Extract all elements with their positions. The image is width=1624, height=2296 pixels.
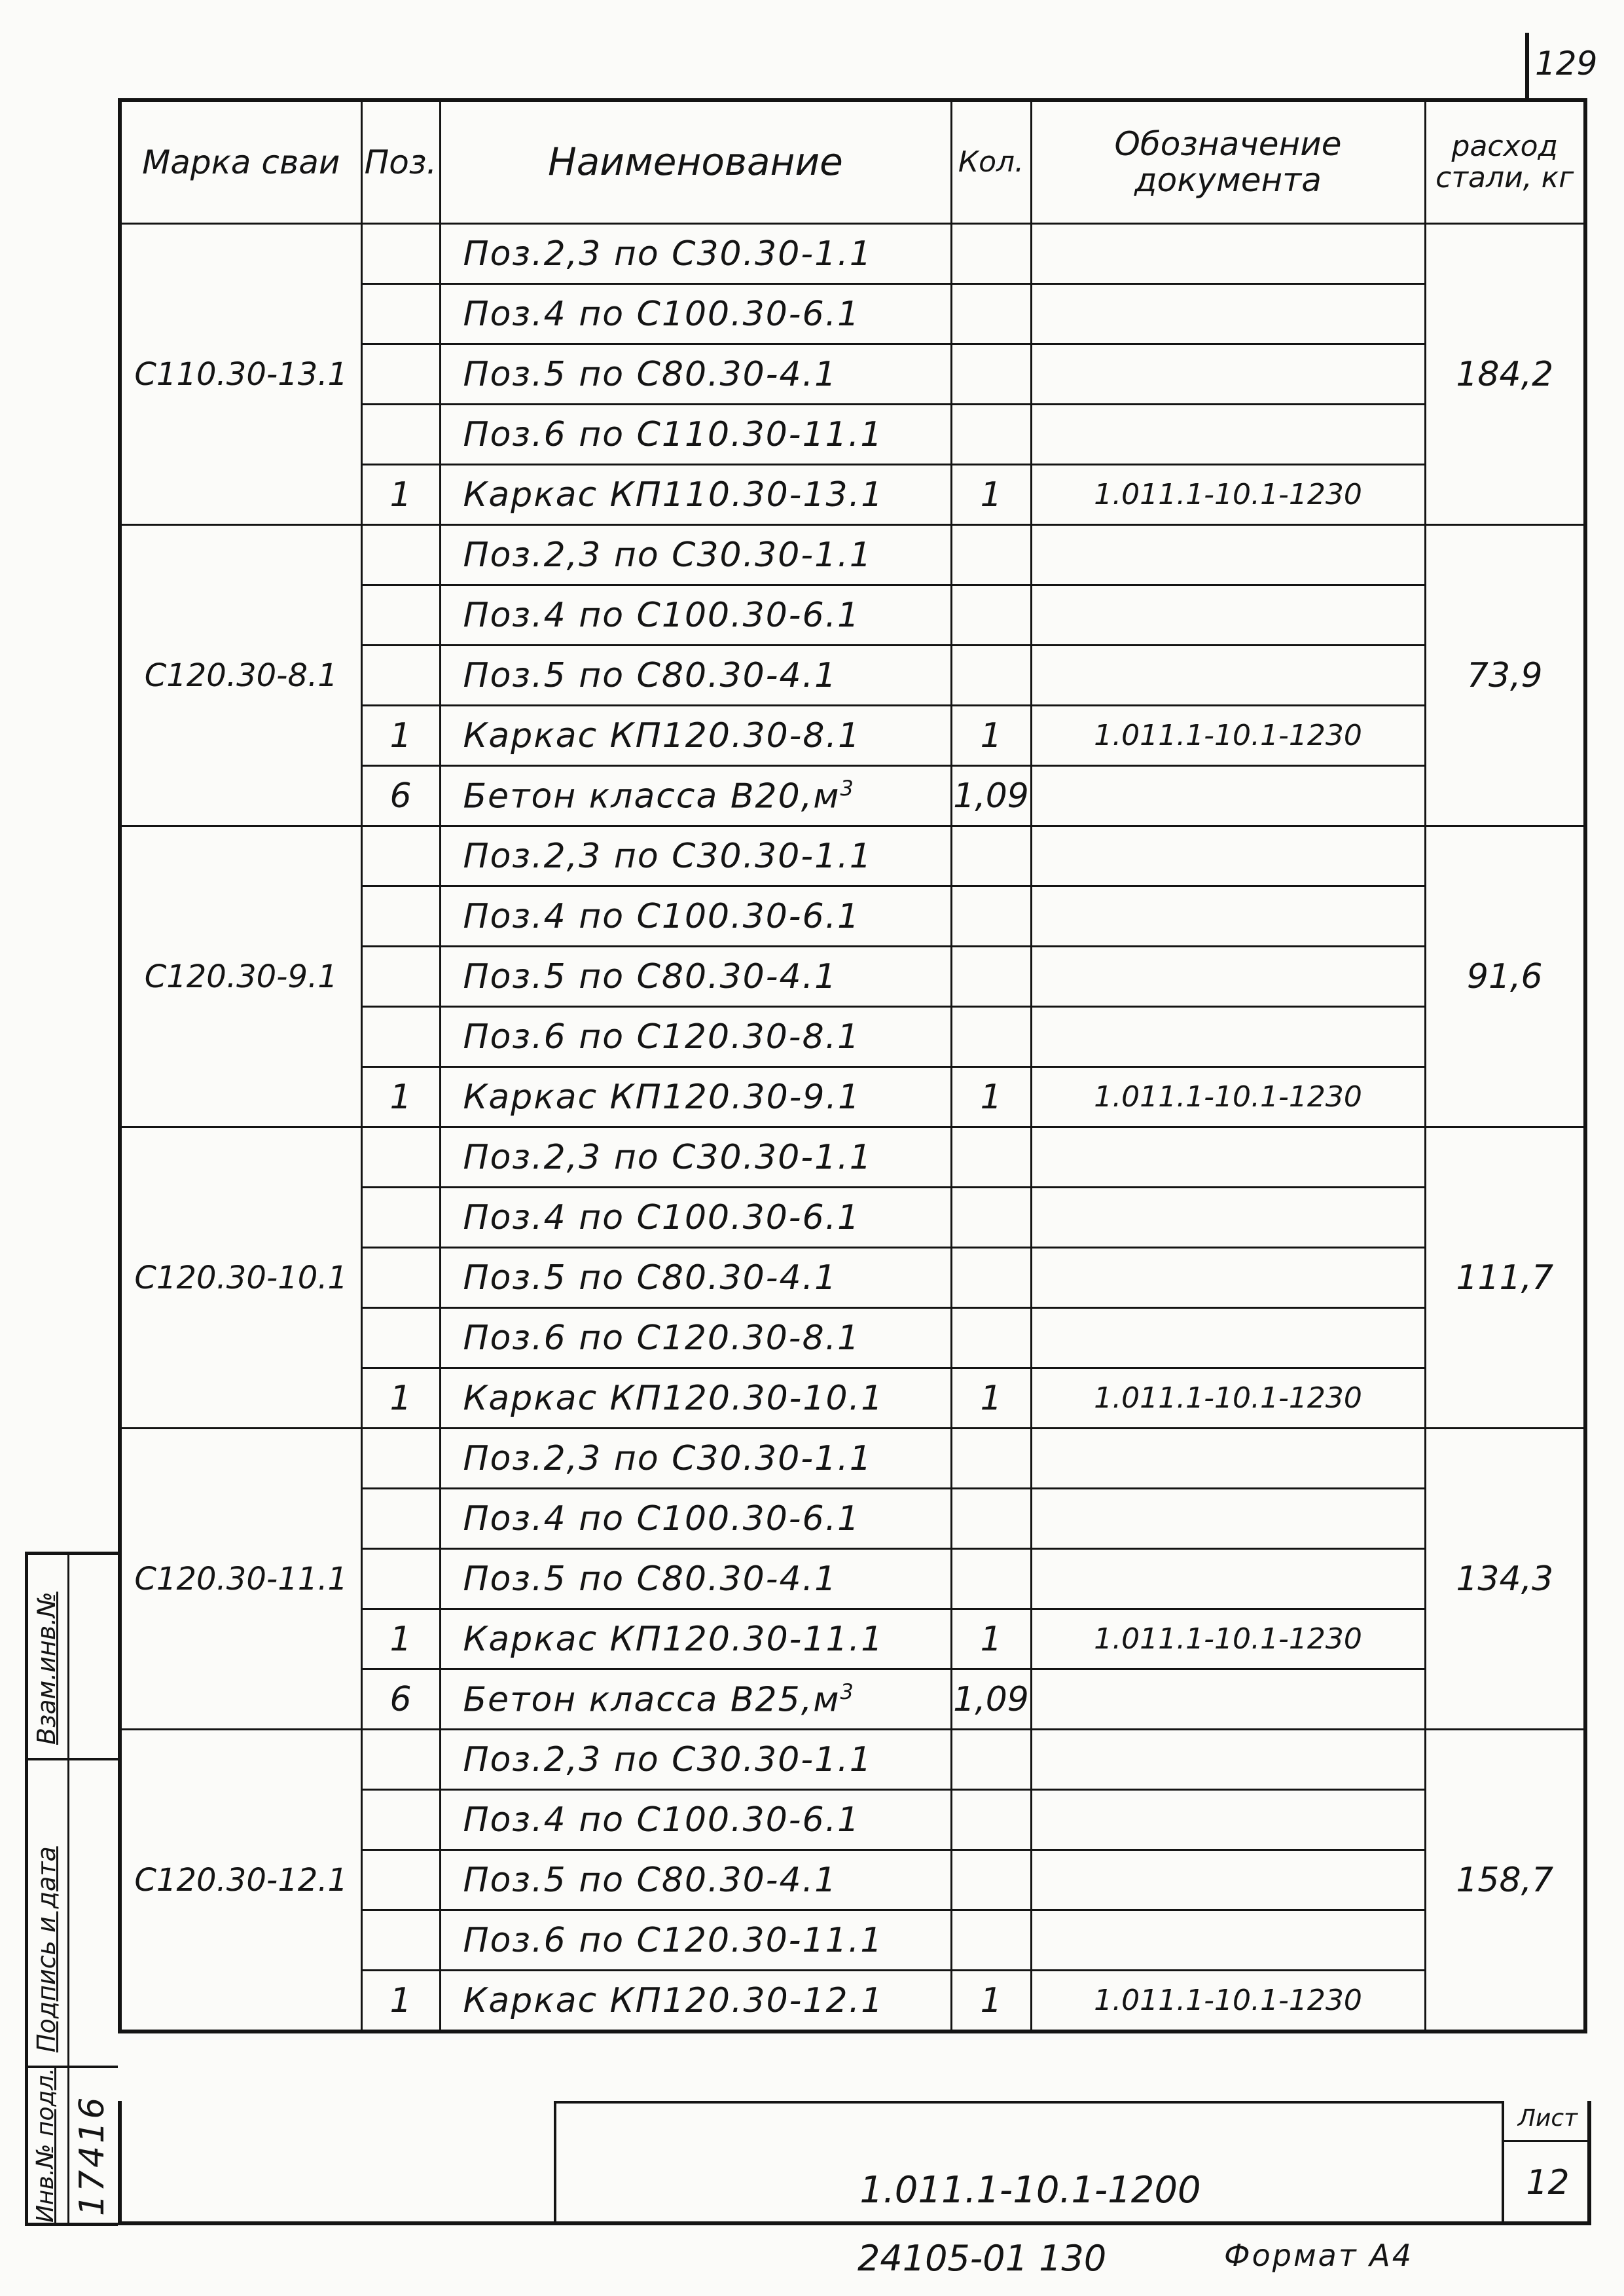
name-cell: Поз.5 по С80.30-4.1 (440, 646, 951, 706)
position-cell: 1 (361, 1368, 440, 1429)
document-cell (1031, 405, 1425, 465)
position-cell (361, 585, 440, 646)
document-cell (1031, 646, 1425, 706)
sheet-number: 12 (1526, 2163, 1570, 2202)
name-cell: Поз.5 по С80.30-4.1 (440, 1850, 951, 1910)
position-cell: 6 (361, 1669, 440, 1730)
position-cell (361, 405, 440, 465)
name-cell: Поз.6 по С120.30-8.1 (440, 1007, 951, 1067)
position-cell (361, 1790, 440, 1850)
signature-date-label: Подпись и дата (32, 1846, 61, 2052)
document-cell: 1.011.1-10.1-1230 (1031, 465, 1425, 525)
unit-exponent: 3 (840, 1679, 855, 1704)
document-cell: 1.011.1-10.1-1230 (1031, 1971, 1425, 2032)
name-cell: Поз.2,3 по С30.30-1.1 (440, 1429, 951, 1489)
document-cell (1031, 1429, 1425, 1489)
position-cell (361, 947, 440, 1007)
header-steel: расход стали, кг (1425, 100, 1585, 224)
quantity-cell: 1 (951, 465, 1031, 525)
side-stamp-strip (25, 1552, 118, 2226)
position-cell: 1 (361, 706, 440, 766)
document-cell (1031, 1489, 1425, 1549)
table-row (120, 525, 1585, 585)
document-cell (1031, 1127, 1425, 1188)
name-cell: Поз.4 по С100.30-6.1 (440, 284, 951, 344)
position-cell: 1 (361, 1971, 440, 2032)
document-cell (1031, 1549, 1425, 1609)
position-cell (361, 1188, 440, 1248)
quantity-cell (951, 1489, 1031, 1549)
quantity-cell: 1,09 (951, 1669, 1031, 1730)
name-cell: Поз.2,3 по С30.30-1.1 (440, 525, 951, 585)
document-cell (1031, 344, 1425, 405)
position-cell (361, 1007, 440, 1067)
document-cell (1031, 826, 1425, 886)
quantity-cell (951, 525, 1031, 585)
replacement-inventory-label: Взам.инв.№ (32, 1592, 61, 1745)
name-cell: Поз.5 по С80.30-4.1 (440, 344, 951, 405)
unit-exponent: 3 (840, 775, 855, 801)
position-cell (361, 224, 440, 284)
pile-mark-cell: С120.30-11.1 (120, 1429, 361, 1730)
pile-mark-cell: С120.30-12.1 (120, 1730, 361, 2032)
name-cell: Поз.4 по С100.30-6.1 (440, 886, 951, 947)
name-cell: Каркас КП120.30-11.1 (440, 1609, 951, 1669)
quantity-cell (951, 1730, 1031, 1790)
document-cell (1031, 1730, 1425, 1790)
name-cell (440, 1669, 951, 1730)
steel-consumption-cell: 158,7 (1425, 1730, 1585, 2032)
name-cell: Поз.6 по С120.30-8.1 (440, 1308, 951, 1368)
position-cell: 1 (361, 1609, 440, 1669)
header-qty: Кол. (951, 100, 1031, 224)
sheet-label: Лист (1517, 2105, 1578, 2132)
position-cell (361, 525, 440, 585)
name-cell: Каркас КП120.30-9.1 (440, 1067, 951, 1127)
name-cell: Поз.6 по С120.30-11.1 (440, 1910, 951, 1971)
document-cell: 1.011.1-10.1-1230 (1031, 1067, 1425, 1127)
name-cell: Каркас КП120.30-8.1 (440, 706, 951, 766)
quantity-cell (951, 1910, 1031, 1971)
quantity-cell (951, 284, 1031, 344)
name-cell: Поз.4 по С100.30-6.1 (440, 1790, 951, 1850)
table-header-row (120, 100, 1585, 224)
position-cell (361, 344, 440, 405)
document-cell (1031, 525, 1425, 585)
quantity-cell: 1 (951, 1971, 1031, 2032)
name-cell: Каркас КП110.30-13.1 (440, 465, 951, 525)
document-cell (1031, 224, 1425, 284)
header-doc: Обозначение документа (1031, 100, 1425, 224)
original-inventory-label: Инв.№ подл. (32, 2068, 59, 2223)
name-cell: Поз.2,3 по С30.30-1.1 (440, 1127, 951, 1188)
pile-mark-cell: С120.30-9.1 (120, 826, 361, 1127)
quantity-cell (951, 1188, 1031, 1248)
table-row (120, 224, 1585, 284)
document-cell (1031, 1007, 1425, 1067)
name-cell: Поз.4 по С100.30-6.1 (440, 1489, 951, 1549)
steel-consumption-cell: 111,7 (1425, 1127, 1585, 1429)
table-body (120, 224, 1585, 2032)
table-row (120, 826, 1585, 886)
quantity-cell (951, 224, 1031, 284)
document-cell (1031, 1308, 1425, 1368)
position-cell (361, 826, 440, 886)
quantity-cell (951, 1248, 1031, 1308)
quantity-cell (951, 886, 1031, 947)
table-row (120, 1429, 1585, 1489)
name-cell: Поз.6 по С110.30-11.1 (440, 405, 951, 465)
position-cell: 6 (361, 766, 440, 826)
specification-table (118, 98, 1587, 2033)
document-cell: 1.011.1-10.1-1230 (1031, 1609, 1425, 1669)
header-mark: Марка сваи (120, 100, 361, 224)
document-cell (1031, 284, 1425, 344)
pile-mark-cell: С120.30-10.1 (120, 1127, 361, 1429)
header-pos: Поз. (361, 100, 440, 224)
position-cell (361, 1308, 440, 1368)
name-cell: Поз.5 по С80.30-4.1 (440, 1248, 951, 1308)
quantity-cell: 1 (951, 706, 1031, 766)
quantity-cell: 1 (951, 1609, 1031, 1669)
document-cell (1031, 1188, 1425, 1248)
header-name: Наименование (440, 100, 951, 224)
document-cell (1031, 886, 1425, 947)
name-cell: Поз.5 по С80.30-4.1 (440, 1549, 951, 1609)
position-cell (361, 1549, 440, 1609)
document-cell (1031, 1248, 1425, 1308)
position-cell: 1 (361, 1067, 440, 1127)
name-cell: Каркас КП120.30-10.1 (440, 1368, 951, 1429)
page-number-rule (1525, 33, 1529, 101)
position-cell (361, 1730, 440, 1790)
quantity-cell: 1,09 (951, 766, 1031, 826)
format-label: Формат А4 (1224, 2238, 1413, 2273)
document-cell: 1.011.1-10.1-1230 (1031, 706, 1425, 766)
sheet-box (1502, 2101, 1591, 2221)
quantity-cell (951, 646, 1031, 706)
quantity-cell (951, 1007, 1031, 1067)
document-cell (1031, 947, 1425, 1007)
position-cell: 1 (361, 465, 440, 525)
quantity-cell (951, 1850, 1031, 1910)
document-cell (1031, 766, 1425, 826)
quantity-cell (951, 344, 1031, 405)
title-block (118, 2101, 1591, 2225)
steel-consumption-cell: 184,2 (1425, 224, 1585, 525)
position-cell (361, 646, 440, 706)
sheet-divider (1504, 2140, 1591, 2142)
name-text: Бетон класса В20,м (463, 776, 840, 816)
document-code: 1.011.1-10.1-1200 (859, 2169, 1201, 2212)
document-cell (1031, 1850, 1425, 1910)
quantity-cell (951, 1549, 1031, 1609)
table-row (120, 1730, 1585, 1790)
name-cell: Поз.5 по С80.30-4.1 (440, 947, 951, 1007)
quantity-cell (951, 1790, 1031, 1850)
quantity-cell (951, 1429, 1031, 1489)
quantity-cell: 1 (951, 1067, 1031, 1127)
pile-mark-cell: С110.30-13.1 (120, 224, 361, 525)
quantity-cell (951, 405, 1031, 465)
title-block-main (554, 2101, 1502, 2221)
position-cell (361, 1910, 440, 1971)
table-row (120, 1127, 1585, 1188)
inventory-text: 24105-01 130 (857, 2238, 1107, 2279)
document-cell (1031, 1790, 1425, 1850)
document-cell (1031, 1669, 1425, 1730)
document-cell (1031, 1910, 1425, 1971)
position-cell (361, 284, 440, 344)
quantity-cell (951, 1127, 1031, 1188)
steel-consumption-cell: 73,9 (1425, 525, 1585, 826)
quantity-cell (951, 826, 1031, 886)
position-cell (361, 1489, 440, 1549)
name-cell: Поз.4 по С100.30-6.1 (440, 1188, 951, 1248)
steel-consumption-cell: 134,3 (1425, 1429, 1585, 1730)
original-inventory-number: 17416 (73, 2094, 112, 2216)
name-text: Бетон класса В25,м (463, 1680, 840, 1720)
document-cell (1031, 585, 1425, 646)
page-number: 129 (1535, 45, 1598, 82)
position-cell (361, 1429, 440, 1489)
steel-consumption-cell: 91,6 (1425, 826, 1585, 1127)
document-cell: 1.011.1-10.1-1230 (1031, 1368, 1425, 1429)
name-cell: Поз.2,3 по С30.30-1.1 (440, 224, 951, 284)
position-cell (361, 1850, 440, 1910)
position-cell (361, 1127, 440, 1188)
pile-mark-cell: С120.30-8.1 (120, 525, 361, 826)
quantity-cell (951, 585, 1031, 646)
position-cell (361, 886, 440, 947)
strip-column-divider (67, 1555, 69, 2223)
name-cell: Поз.2,3 по С30.30-1.1 (440, 1730, 951, 1790)
strip-divider (28, 1758, 118, 1760)
name-cell: Поз.2,3 по С30.30-1.1 (440, 826, 951, 886)
name-cell (440, 766, 951, 826)
quantity-cell: 1 (951, 1368, 1031, 1429)
position-cell (361, 1248, 440, 1308)
name-cell: Каркас КП120.30-12.1 (440, 1971, 951, 2032)
quantity-cell (951, 947, 1031, 1007)
quantity-cell (951, 1308, 1031, 1368)
name-cell: Поз.4 по С100.30-6.1 (440, 585, 951, 646)
